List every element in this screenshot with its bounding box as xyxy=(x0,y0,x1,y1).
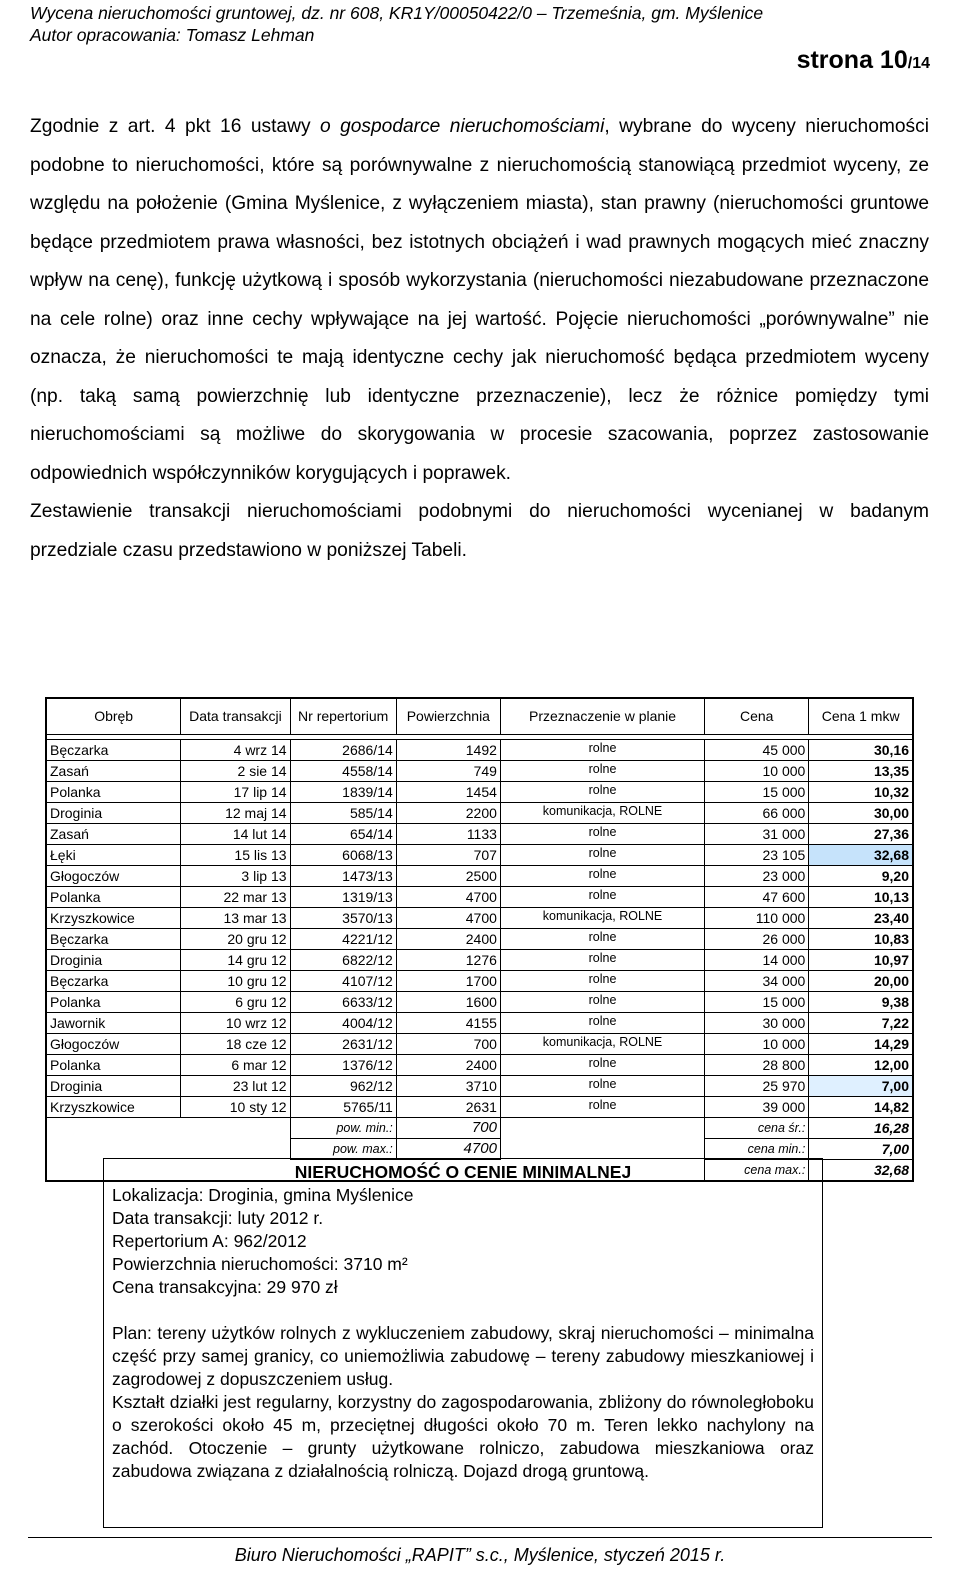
cell-purpose: komunikacja, ROLNE xyxy=(500,907,704,928)
cell-repertorium: 6633/12 xyxy=(290,991,396,1012)
cell-repertorium: 962/12 xyxy=(290,1075,396,1096)
cell-price: 31 000 xyxy=(705,823,809,844)
cell-unit-price: 12,00 xyxy=(809,1054,913,1075)
table-row xyxy=(46,865,913,886)
cell-date: 14 gru 12 xyxy=(181,949,290,970)
cell-unit-price: 9,38 xyxy=(809,991,913,1012)
cell-area: 4700 xyxy=(396,907,500,928)
cell-price: 30 000 xyxy=(705,1012,809,1033)
cell-repertorium: 585/14 xyxy=(290,802,396,823)
table-body xyxy=(46,739,913,1117)
cell-area: 2200 xyxy=(396,802,500,823)
cell-unit-price: 27,36 xyxy=(809,823,913,844)
min-box-date: Data transakcji: luty 2012 r. xyxy=(112,1208,324,1228)
cell-area: 700 xyxy=(396,1033,500,1054)
table-row xyxy=(46,781,913,802)
cell-obreb: Droginia xyxy=(46,802,181,823)
cell-date: 18 cze 12 xyxy=(181,1033,290,1054)
min-box-area: Powierzchnia nieruchomości: 3710 m² xyxy=(112,1254,408,1274)
table-row xyxy=(46,949,913,970)
page-number xyxy=(797,46,930,75)
summary-row-2 xyxy=(46,1138,913,1159)
min-price-property-box xyxy=(103,1158,823,1528)
transactions-table xyxy=(45,697,914,1182)
table-header-row xyxy=(46,698,913,734)
footer-divider xyxy=(28,1537,932,1538)
table-row xyxy=(46,886,913,907)
cell-date: 23 lut 12 xyxy=(181,1075,290,1096)
summary-row-1 xyxy=(46,1117,913,1138)
cell-repertorium: 5765/11 xyxy=(290,1096,396,1117)
cell-purpose: rolne xyxy=(500,781,704,802)
cell-obreb: Bęczarka xyxy=(46,739,181,760)
cell-area: 749 xyxy=(396,760,500,781)
cell-obreb: Jawornik xyxy=(46,1012,181,1033)
cell-repertorium: 6822/12 xyxy=(290,949,396,970)
cell-purpose: rolne xyxy=(500,886,704,907)
intro-p1-start: Zgodnie z art. 4 pkt 16 ustawy xyxy=(30,116,320,137)
table-row xyxy=(46,760,913,781)
cell-date: 3 lip 13 xyxy=(181,865,290,886)
cell-area: 3710 xyxy=(396,1075,500,1096)
cena-max-value: 32,68 xyxy=(809,1159,913,1181)
cell-unit-price: 10,97 xyxy=(809,949,913,970)
cell-price: 14 000 xyxy=(705,949,809,970)
cell-unit-price: 14,82 xyxy=(809,1096,913,1117)
cell-area: 2400 xyxy=(396,1054,500,1075)
table-row xyxy=(46,802,913,823)
cell-price: 23 000 xyxy=(705,865,809,886)
cell-price: 15 000 xyxy=(705,781,809,802)
cell-price: 10 000 xyxy=(705,760,809,781)
intro-p1-rest: , wybrane do wyceny nieruchomości podobne to nieruchomości, które są porównywalne z nieruchomością stanowiącą przedmiot wyceny, ze względu na położenie (Gmina Myślenice, z wyłączeniem miasta), stan prawny (nieruchomości gruntowe będące przedmiotem prawa własności, bez istotnych obciążeń i wad prawnych mogących mieć znaczny wpływ na cenę), funkcję użytkową i sposób wykorzystania (nieruchomości niezabudowane przeznaczone na cele rolne) oraz inne cechy wpływające na jej wartość. Pojęcie nieruchomości „porównywalne” nie oznacza, że nieruchomości te mają identyczne cechy jak nieruchomość będąca przedmiotem wyceny (np. taką samą powierzchnię lub identyczne przeznaczenie), lecz że różnice pomiędzy tymi nieruchomościami są możliwe do skorygowania w procesie szacowania, poprzez zastosowanie odpowiednich współczynników korygujących i poprawek. xyxy=(30,116,929,484)
cell-unit-price: 20,00 xyxy=(809,970,913,991)
header-author: Autor opracowania: Tomasz Lehman xyxy=(30,25,315,45)
cell-purpose: komunikacja, ROLNE xyxy=(500,1033,704,1054)
cell-purpose: komunikacja, ROLNE xyxy=(500,802,704,823)
cell-purpose: rolne xyxy=(500,949,704,970)
cell-date: 17 lip 14 xyxy=(181,781,290,802)
cell-price: 28 800 xyxy=(705,1054,809,1075)
cell-date: 20 gru 12 xyxy=(181,928,290,949)
cena-max-label: cena max.: xyxy=(705,1159,809,1181)
cell-repertorium: 654/14 xyxy=(290,823,396,844)
cell-obreb: Bęczarka xyxy=(46,970,181,991)
cell-unit-price: 30,16 xyxy=(809,739,913,760)
intro-p1-law-title: o gospodarce nieruchomościami xyxy=(319,116,605,137)
min-box-price: Cena transakcyjna: 29 970 zł xyxy=(112,1277,338,1297)
table-row xyxy=(46,844,913,865)
min-box-title: NIERUCHOMOŚĆ O CENIE MINIMALNEJ xyxy=(294,1162,632,1182)
header-title: Wycena nieruchomości gruntowej, dz. nr 608, KR1Y/00050422/0 – Trzemeśnia, gm. Myślenice xyxy=(30,3,764,23)
cell-repertorium: 2686/14 xyxy=(290,739,396,760)
col-header-repertorium: Nr repertorium xyxy=(290,698,396,734)
cell-repertorium: 1473/13 xyxy=(290,865,396,886)
col-header-date: Data transakcji xyxy=(181,698,290,734)
pow-max-value: 4700 xyxy=(396,1138,500,1159)
cell-date: 14 lut 14 xyxy=(181,823,290,844)
pow-min-value: 700 xyxy=(396,1117,500,1138)
cell-obreb: Krzyszkowice xyxy=(46,907,181,928)
cell-repertorium: 4221/12 xyxy=(290,928,396,949)
cell-price: 47 600 xyxy=(705,886,809,907)
cell-area: 1133 xyxy=(396,823,500,844)
cell-obreb: Polanka xyxy=(46,991,181,1012)
cell-unit-price: 32,68 xyxy=(809,844,913,865)
cell-purpose: rolne xyxy=(500,823,704,844)
cena-sr-value: 16,28 xyxy=(809,1117,913,1138)
table-row xyxy=(46,1033,913,1054)
table-row xyxy=(46,928,913,949)
intro-paragraph-1 xyxy=(30,108,929,493)
cell-area: 1454 xyxy=(396,781,500,802)
cell-obreb: Łęki xyxy=(46,844,181,865)
cell-date: 13 mar 13 xyxy=(181,907,290,928)
table-row xyxy=(46,907,913,928)
cell-date: 4 wrz 14 xyxy=(181,739,290,760)
cena-sr-label: cena śr.: xyxy=(705,1117,809,1138)
cell-date: 6 gru 12 xyxy=(181,991,290,1012)
cell-unit-price: 13,35 xyxy=(809,760,913,781)
cell-price: 66 000 xyxy=(705,802,809,823)
cell-date: 15 lis 13 xyxy=(181,844,290,865)
cell-repertorium: 4558/14 xyxy=(290,760,396,781)
cena-min-value: 7,00 xyxy=(809,1138,913,1159)
min-box-repertorium: Repertorium A: 962/2012 xyxy=(112,1231,307,1251)
cell-obreb: Droginia xyxy=(46,1075,181,1096)
cell-area: 2631 xyxy=(396,1096,500,1117)
cell-area: 1492 xyxy=(396,739,500,760)
cell-price: 10 000 xyxy=(705,1033,809,1054)
table-row xyxy=(46,970,913,991)
pow-min-label: pow. min.: xyxy=(290,1117,396,1138)
cell-unit-price: 10,13 xyxy=(809,886,913,907)
cell-purpose: rolne xyxy=(500,865,704,886)
cell-price: 23 105 xyxy=(705,844,809,865)
cell-purpose: rolne xyxy=(500,760,704,781)
cell-area: 1276 xyxy=(396,949,500,970)
cell-date: 2 sie 14 xyxy=(181,760,290,781)
cell-unit-price: 14,29 xyxy=(809,1033,913,1054)
min-box-plan: Plan: tereny użytków rolnych z wykluczeniem zabudowy, skraj nieruchomości – minimalna część przy samej granicy, co uniemożliwia zabudowę – tereny zabudowy mieszkaniowej i zagrodowej z dopuszczeniem usług. xyxy=(112,1323,814,1389)
cell-area: 1700 xyxy=(396,970,500,991)
cell-obreb: Zasań xyxy=(46,823,181,844)
cell-obreb: Głogoczów xyxy=(46,865,181,886)
cell-date: 10 wrz 12 xyxy=(181,1012,290,1033)
cena-min-label: cena min.: xyxy=(705,1138,809,1159)
cell-area: 707 xyxy=(396,844,500,865)
page-footer: Biuro Nieruchomości „RAPIT” s.c., Myślenice, styczeń 2015 r. xyxy=(234,1545,726,1565)
cell-obreb: Droginia xyxy=(46,949,181,970)
cell-obreb: Polanka xyxy=(46,1054,181,1075)
cell-area: 2400 xyxy=(396,928,500,949)
cell-unit-price: 7,22 xyxy=(809,1012,913,1033)
cell-date: 12 maj 14 xyxy=(181,802,290,823)
cell-repertorium: 4107/12 xyxy=(290,970,396,991)
cell-purpose: rolne xyxy=(500,1096,704,1117)
page-total: /14 xyxy=(907,55,930,72)
cell-date: 22 mar 13 xyxy=(181,886,290,907)
col-header-area: Powierzchnia xyxy=(396,698,500,734)
cell-unit-price: 10,32 xyxy=(809,781,913,802)
min-box-location: Lokalizacja: Droginia, gmina Myślenice xyxy=(112,1185,414,1205)
cell-repertorium: 1319/13 xyxy=(290,886,396,907)
cell-unit-price: 23,40 xyxy=(809,907,913,928)
cell-area: 4700 xyxy=(396,886,500,907)
cell-date: 6 mar 12 xyxy=(181,1054,290,1075)
cell-purpose: rolne xyxy=(500,991,704,1012)
cell-repertorium: 3570/13 xyxy=(290,907,396,928)
table-row xyxy=(46,1012,913,1033)
cell-area: 2500 xyxy=(396,865,500,886)
document-header xyxy=(30,2,930,46)
cell-price: 34 000 xyxy=(705,970,809,991)
cell-repertorium: 6068/13 xyxy=(290,844,396,865)
cell-obreb: Polanka xyxy=(46,781,181,802)
intro-text xyxy=(30,108,929,570)
cell-price: 25 970 xyxy=(705,1075,809,1096)
page-label: strona 10 xyxy=(796,46,908,74)
min-box-description: Kształt działki jest regularny, korzystny do zagospodarowania, zbliżony do równoległoboku o szerokości około 45 m, przeciętnej długości około 70 m. Teren lekko nachylony na zachód. Otoczenie – grunty użytkowane rolniczo, zabudowa mieszkaniowa oraz zabudowa związana z działalnością rolniczą. Dojazd drogą gruntową. xyxy=(112,1392,814,1481)
cell-date: 10 sty 12 xyxy=(181,1096,290,1117)
cell-purpose: rolne xyxy=(500,970,704,991)
cell-repertorium: 4004/12 xyxy=(290,1012,396,1033)
table-row xyxy=(46,1096,913,1117)
table-row xyxy=(46,823,913,844)
cell-area: 1600 xyxy=(396,991,500,1012)
cell-repertorium: 1839/14 xyxy=(290,781,396,802)
table-row xyxy=(46,739,913,760)
cell-purpose: rolne xyxy=(500,739,704,760)
cell-unit-price: 9,20 xyxy=(809,865,913,886)
cell-obreb: Krzyszkowice xyxy=(46,1096,181,1117)
cell-repertorium: 1376/12 xyxy=(290,1054,396,1075)
table-row xyxy=(46,1054,913,1075)
cell-unit-price: 7,00 xyxy=(809,1075,913,1096)
col-header-purpose: Przeznaczenie w planie xyxy=(500,698,704,734)
cell-purpose: rolne xyxy=(500,1054,704,1075)
cell-price: 110 000 xyxy=(705,907,809,928)
cell-purpose: rolne xyxy=(500,1075,704,1096)
cell-obreb: Zasań xyxy=(46,760,181,781)
cell-purpose: rolne xyxy=(500,928,704,949)
cell-area: 4155 xyxy=(396,1012,500,1033)
col-header-price: Cena xyxy=(705,698,809,734)
cell-price: 39 000 xyxy=(705,1096,809,1117)
cell-unit-price: 30,00 xyxy=(809,802,913,823)
cell-price: 45 000 xyxy=(705,739,809,760)
cell-unit-price: 10,83 xyxy=(809,928,913,949)
col-header-obreb: Obręb xyxy=(46,698,181,734)
cell-obreb: Bęczarka xyxy=(46,928,181,949)
table-row xyxy=(46,1075,913,1096)
cell-purpose: rolne xyxy=(500,1012,704,1033)
cell-obreb: Polanka xyxy=(46,886,181,907)
cell-price: 15 000 xyxy=(705,991,809,1012)
table-row xyxy=(46,991,913,1012)
cell-price: 26 000 xyxy=(705,928,809,949)
cell-repertorium: 2631/12 xyxy=(290,1033,396,1054)
col-header-unit-price: Cena 1 mkw xyxy=(809,698,913,734)
pow-max-label: pow. max.: xyxy=(290,1138,396,1159)
cell-obreb: Głogoczów xyxy=(46,1033,181,1054)
intro-paragraph-2: Zestawienie transakcji nieruchomościami podobnymi do nieruchomości wycenianej w badanym przedziale czasu przedstawiono w poniższej Tabeli. xyxy=(30,501,929,561)
cell-date: 10 gru 12 xyxy=(181,970,290,991)
cell-purpose: rolne xyxy=(500,844,704,865)
